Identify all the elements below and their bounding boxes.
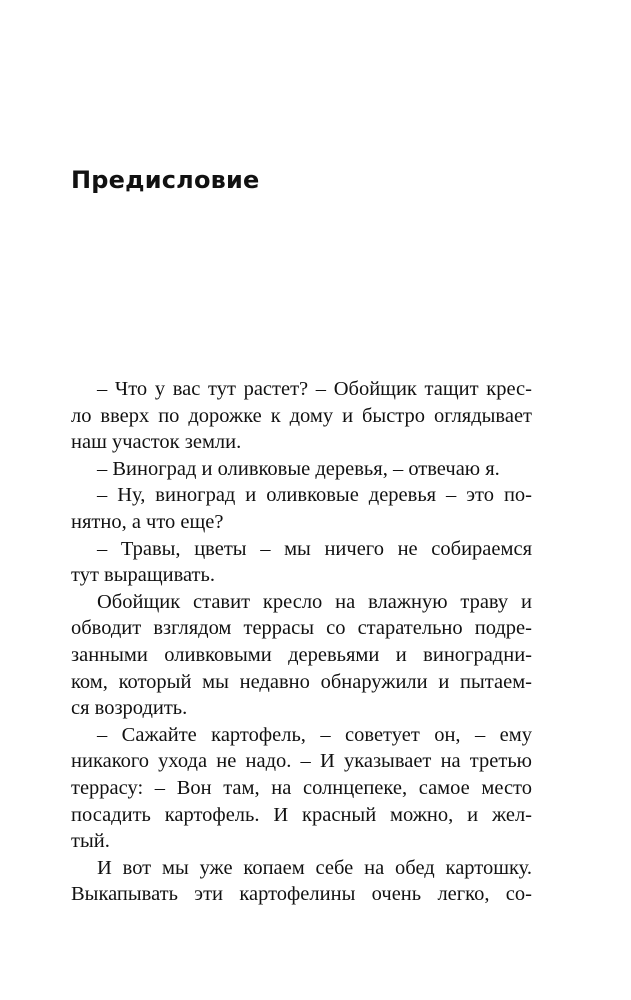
chapter-title: Предисловие xyxy=(71,166,260,194)
paragraph-3 xyxy=(71,482,532,535)
text-line: занными оливковыми деревьями и виноградни- xyxy=(71,643,532,666)
text-line: ся возродить. xyxy=(71,697,188,720)
text-line: – Что у вас тут растет? – Обойщик тащит крес- xyxy=(97,378,532,400)
text-line: никакого ухода не надо. – И указывает на третью xyxy=(71,750,532,773)
paragraph-6 xyxy=(71,722,532,855)
text-line: ло вверх по дорожке к дому и быстро оглядывает xyxy=(71,404,532,427)
text-line: Выкапывать эти картофелины очень легко, со- xyxy=(71,883,532,906)
text-line: наш участок земли. xyxy=(71,431,242,454)
text-line: посадить картофель. И красный можно, и жел- xyxy=(71,803,532,826)
body-text xyxy=(71,376,532,908)
text-line: обводит взглядом террасы со старательно подре- xyxy=(71,617,532,640)
text-line: – Виноград и оливковые деревья, – отвечаю я. xyxy=(97,457,500,480)
text-line: – Ну, виноград и оливковые деревья – это по- xyxy=(97,484,532,507)
text-line: – Сажайте картофель, – советует он, – ему xyxy=(97,723,532,746)
text-line: ком, который мы недавно обнаружили и пытаем- xyxy=(71,670,532,693)
paragraph-4 xyxy=(71,536,532,589)
text-line: И вот мы уже копаем себе на обед картошку. xyxy=(97,856,532,879)
paragraph-2 xyxy=(71,456,532,483)
text-line: – Травы, цветы – мы ничего не собираемся xyxy=(97,537,532,560)
text-line: террасу: – Вон там, на солнцепеке, самое место xyxy=(71,776,532,799)
paragraph-1 xyxy=(71,376,532,456)
text-line: тут выращивать. xyxy=(71,564,215,587)
paragraph-5 xyxy=(71,589,532,722)
text-line: Обойщик ставит кресло на влажную траву и xyxy=(97,590,532,613)
paragraph-7 xyxy=(71,855,532,908)
text-line: нятно, а что еще? xyxy=(71,510,224,533)
text-line: тый. xyxy=(71,830,110,853)
